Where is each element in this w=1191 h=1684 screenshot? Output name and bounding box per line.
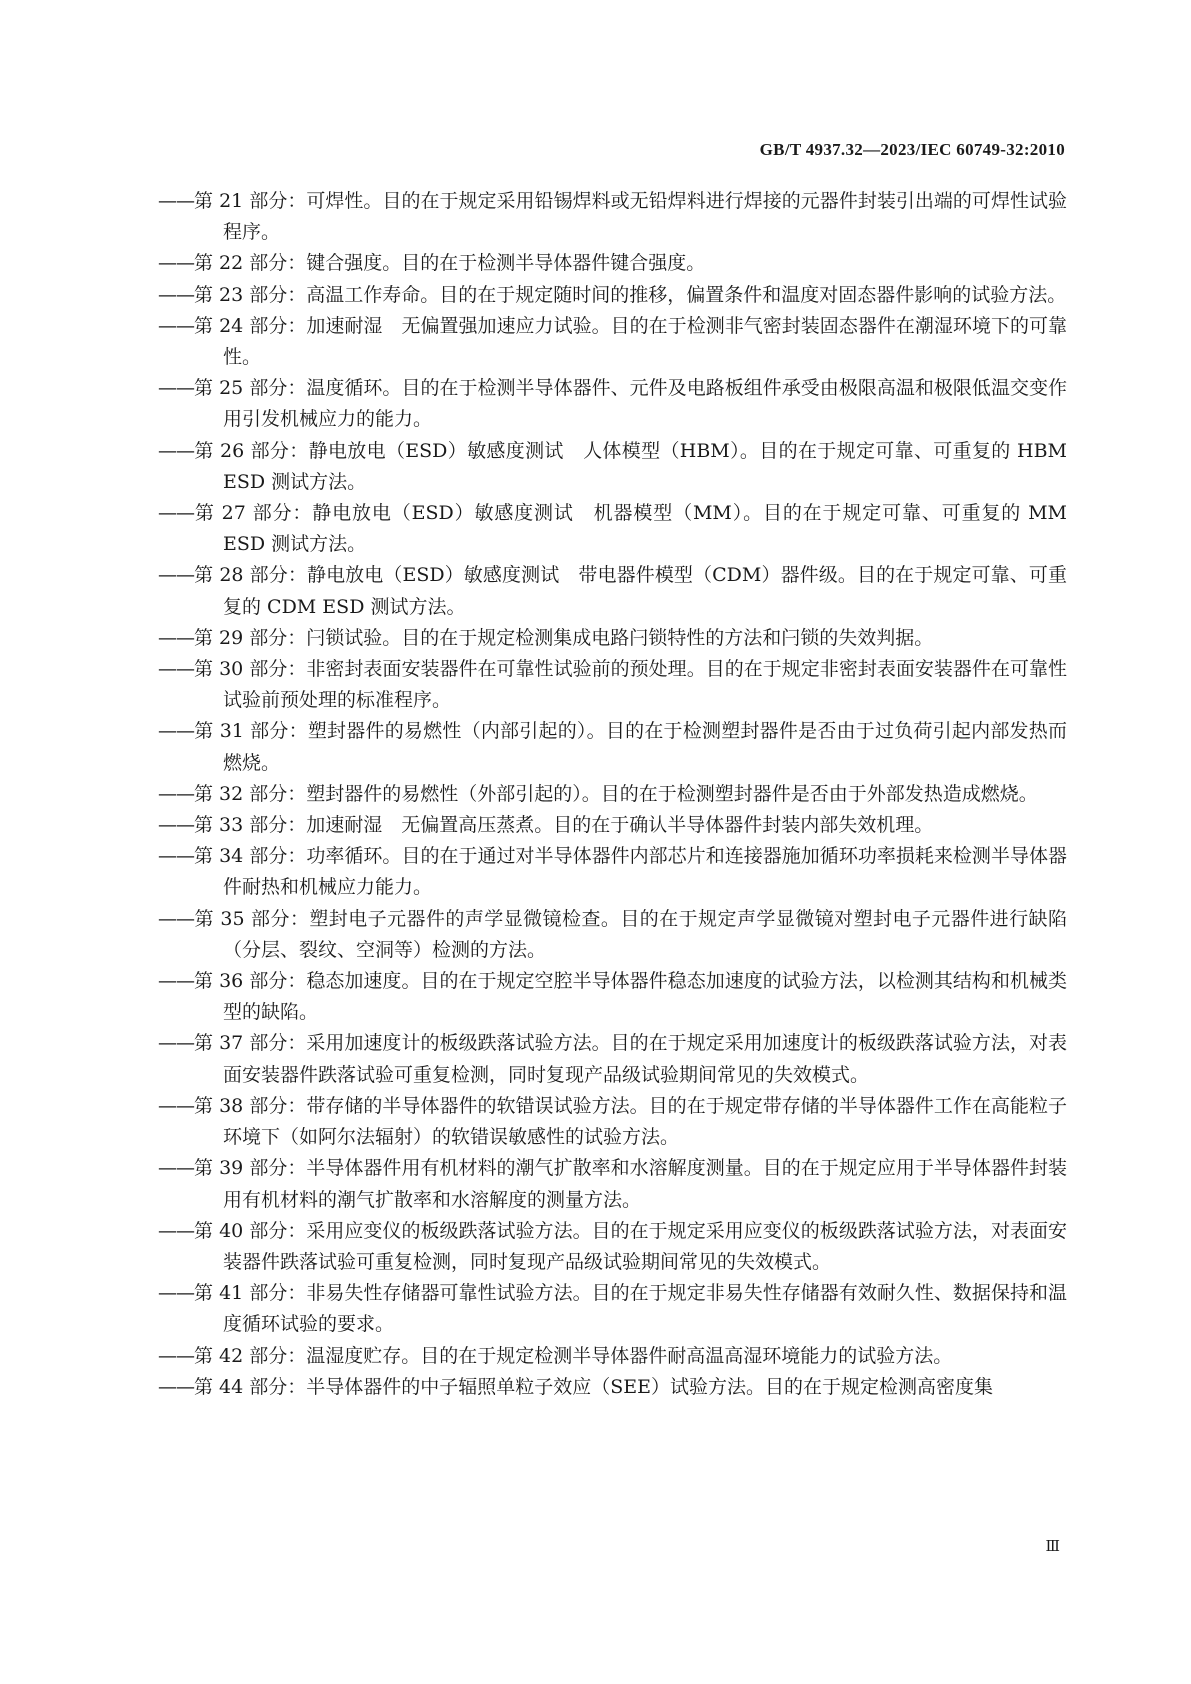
list-item-text: 第 40 部分：采用应变仪的板级跌落试验方法。目的在于规定采用应变仪的板级跌落试验方法，对表面安装器件跌落试验可重复检测，同时复现产品级试验期间常见的失效模式。 (194, 1219, 1067, 1273)
list-item (158, 904, 1067, 966)
list-item-text: 第 21 部分：可焊性。目的在于规定采用铅锡焊料或无铅焊料进行焊接的元器件封装引出端的可焊性试验程序。 (194, 190, 1067, 244)
em-dash: —— (158, 252, 194, 275)
em-dash: —— (158, 1375, 194, 1398)
em-dash: —— (158, 564, 194, 587)
list-item-text: 第 27 部分：静电放电（ESD）敏感度测试 机器模型（MM）。目的在于规定可靠、可重复的 MM ESD 测试方法。 (194, 502, 1067, 556)
list-item-text: 第 24 部分：加速耐湿 无偏置强加速应力试验。目的在于检测非气密封装固态器件在潮湿环境下的可靠性。 (194, 314, 1067, 369)
em-dash: —— (158, 907, 194, 930)
em-dash: —— (158, 782, 194, 805)
list-item (158, 311, 1067, 373)
em-dash: —— (158, 970, 194, 993)
standard-number-header: GB/T 4937.32—2023/IEC 60749-32:2010 (759, 140, 1065, 159)
list-item-text: 第 34 部分：功率循环。目的在于通过对半导体器件内部芯片和连接器施加循环功率损耗来检测半导体器件耐热和机械应力能力。 (194, 845, 1067, 899)
list-item (158, 280, 1067, 311)
em-dash: —— (158, 845, 194, 868)
list-item (158, 1341, 1067, 1372)
em-dash: —— (158, 720, 194, 743)
list-item-text: 第 23 部分：高温工作寿命。目的在于规定随时间的推移，偏置条件和温度对固态器件影响的试验方法。 (194, 283, 1067, 306)
list-item (158, 1278, 1067, 1340)
em-dash: —— (158, 314, 194, 337)
list-item (158, 841, 1067, 903)
list-item-text: 第 32 部分：塑封器件的易燃性（外部引起的）。目的在于检测塑封器件是否由于外部发热造成燃烧。 (194, 782, 1038, 805)
list-item (158, 1091, 1067, 1153)
em-dash: —— (158, 377, 194, 400)
list-item-text: 第 35 部分：塑封电子元器件的声学显微镜检查。目的在于规定声学显微镜对塑封电子元器件进行缺陷（分层、裂纹、空洞等）检测的方法。 (194, 907, 1067, 961)
list-item-text: 第 42 部分：温湿度贮存。目的在于规定检测半导体器件耐高温高湿环境能力的试验方法。 (194, 1344, 953, 1367)
em-dash: —— (158, 1032, 194, 1055)
list-item (158, 810, 1067, 841)
list-item (158, 623, 1067, 654)
parts-list (158, 186, 1067, 1403)
list-item (158, 560, 1067, 622)
list-item-text: 第 25 部分：温度循环。目的在于检测半导体器件、元件及电路板组件承受由极限高温和极限低温交变作用引发机械应力的能力。 (194, 377, 1067, 431)
em-dash: —— (158, 626, 194, 649)
list-item (158, 373, 1067, 435)
page-number: Ⅲ (1045, 1539, 1060, 1555)
list-item (158, 716, 1067, 778)
list-item (158, 436, 1067, 498)
list-item (158, 1153, 1067, 1215)
list-item (158, 186, 1067, 248)
list-item-text: 第 33 部分：加速耐湿 无偏置高压蒸煮。目的在于确认半导体器件封装内部失效机理。 (194, 814, 934, 837)
list-item (158, 498, 1067, 560)
em-dash: —— (158, 1282, 194, 1305)
list-item-text: 第 22 部分：键合强度。目的在于检测半导体器件键合强度。 (194, 252, 706, 275)
list-item (158, 966, 1067, 1028)
em-dash: —— (158, 283, 194, 306)
list-item-text: 第 39 部分：半导体器件用有机材料的潮气扩散率和水溶解度测量。目的在于规定应用于半导体器件封装用有机材料的潮气扩散率和水溶解度的测量方法。 (194, 1157, 1067, 1211)
list-item-text: 第 44 部分：半导体器件的中子辐照单粒子效应（SEE）试验方法。目的在于规定检测高密度集 (194, 1375, 994, 1398)
list-item (158, 1216, 1067, 1278)
list-item-text: 第 28 部分：静电放电（ESD）敏感度测试 带电器件模型（CDM）器件级。目的在于规定可靠、可重复的 CDM ESD 测试方法。 (194, 564, 1067, 618)
list-item-text: 第 26 部分：静电放电（ESD）敏感度测试 人体模型（HBM）。目的在于规定可靠、可重复的 HBM ESD 测试方法。 (194, 439, 1067, 493)
em-dash: —— (158, 1157, 194, 1180)
list-item-text: 第 41 部分：非易失性存储器可靠性试验方法。目的在于规定非易失性存储器有效耐久性、数据保持和温度循环试验的要求。 (194, 1282, 1067, 1336)
list-item (158, 654, 1067, 716)
em-dash: —— (158, 190, 194, 212)
list-item-text: 第 37 部分：采用加速度计的板级跌落试验方法。目的在于规定采用加速度计的板级跌落试验方法，对表面安装器件跌落试验可重复检测，同时复现产品级试验期间常见的失效模式。 (194, 1032, 1067, 1086)
list-item (158, 1028, 1067, 1090)
list-item-text: 第 31 部分：塑封器件的易燃性（内部引起的）。目的在于检测塑封器件是否由于过负荷引起内部发热而燃烧。 (194, 720, 1067, 774)
em-dash: —— (158, 814, 194, 837)
list-item-text: 第 29 部分：闩锁试验。目的在于规定检测集成电路闩锁特性的方法和闩锁的失效判据。 (194, 626, 934, 649)
em-dash: —— (158, 1219, 194, 1242)
em-dash: —— (158, 658, 194, 681)
em-dash: —— (158, 1344, 194, 1367)
list-item (158, 248, 1067, 279)
list-item-text: 第 36 部分：稳态加速度。目的在于规定空腔半导体器件稳态加速度的试验方法，以检测其结构和机械类型的缺陷。 (194, 970, 1067, 1024)
list-item (158, 1372, 1067, 1403)
list-item-text: 第 38 部分：带存储的半导体器件的软错误试验方法。目的在于规定带存储的半导体器件工作在高能粒子环境下（如阿尔法辐射）的软错误敏感性的试验方法。 (194, 1094, 1067, 1149)
em-dash: —— (158, 1094, 194, 1117)
em-dash: —— (158, 502, 194, 525)
list-item (158, 779, 1067, 810)
list-item-text: 第 30 部分：非密封表面安装器件在可靠性试验前的预处理。目的在于规定非密封表面安装器件在可靠性试验前预处理的标准程序。 (194, 658, 1067, 712)
em-dash: —— (158, 439, 194, 462)
